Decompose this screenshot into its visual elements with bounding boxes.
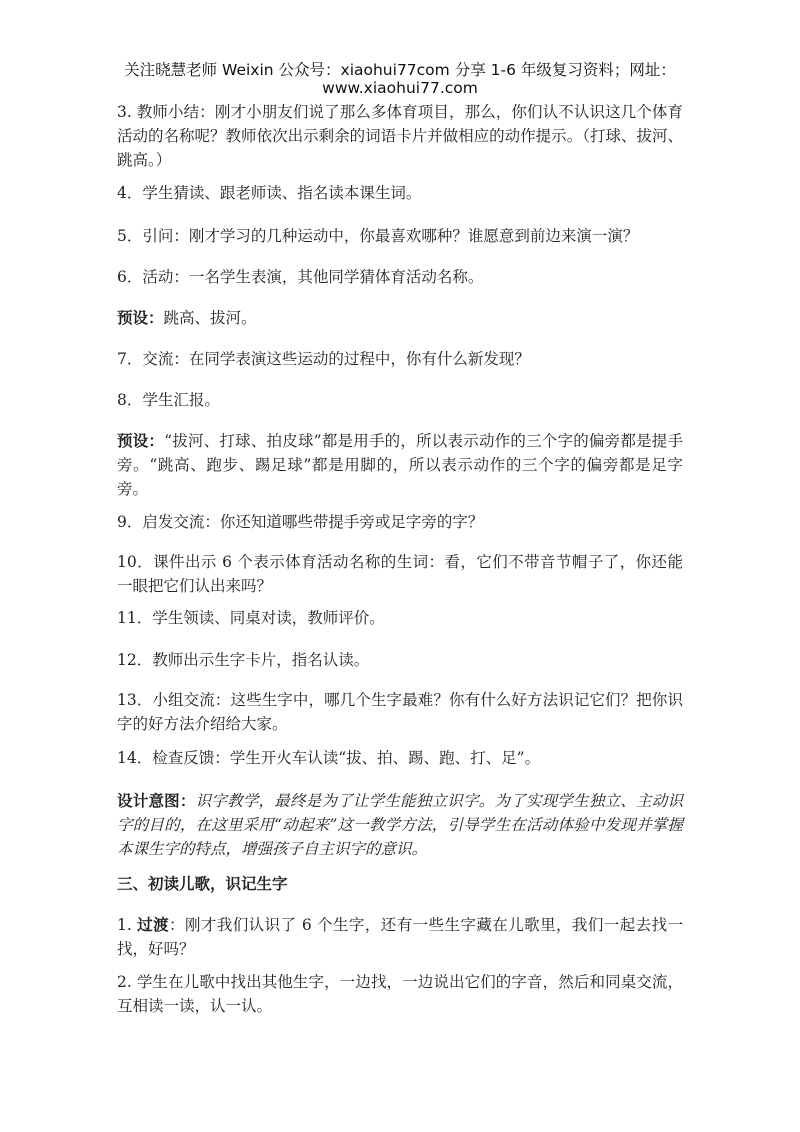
paragraph-10: 10．课件出示 6 个表示体育活动名称的生词：看，它们不带音节帽子了，你还能一眼把它们认出来吗？ [117,553,683,595]
preset-1-label: 预设： [117,309,164,327]
preset-1 [117,306,683,330]
step-1 [117,913,683,961]
paragraph-4: 4．学生猜读、跟老师读、指名读本课生词。 [117,184,422,202]
paragraph-13: 13．小组交流：这些生字中，哪几个生字最难？你有什么好方法识记它们？把你识字的好方法介绍给大家。 [117,691,683,733]
paragraph-11: 11．学生领读、同桌对读，教师评价。 [117,609,385,627]
design-intent-text: 识字教学，最终是为了让学生能独立识字。为了实现学生独立、主动识字的目的，在这里采用“动起来”这一教学方法，引导学生在活动体验中发现并掌握本课生字的特点，增强孩子自主识字的意识。 [117,792,683,858]
paragraph-5: 5．引问：刚才学习的几种运动中，你最喜欢哪种？谁愿意到前边来演一演？ [117,227,639,245]
step-2: 2. 学生在儿歌中找出其他生字，一边找，一边说出它们的字音，然后和同桌交流，互相读一读，认一认。 [117,973,683,1015]
preset-2-label: 预设： [117,432,165,450]
paragraph-6: 6．活动：一名学生表演，其他同学猜体育活动名称。 [117,268,484,286]
header-line-2: www.xiaohui77.com [322,79,478,97]
paragraph-9: 9．启发交流：你还知道哪些带提手旁或足字旁的字？ [117,513,484,531]
design-intent-label: 设计意图： [117,792,196,810]
preset-2-text: “拔河、打球、拍皮球”都是用手的，所以表示动作的三个字的偏旁都是提手旁。“跳高、跑步、踢足球”都是用脚的，所以表示动作的三个字的偏旁都是足字旁。 [117,432,683,498]
paragraph-14: 14．检查反馈：学生开火车认读“拔、拍、踢、跑、打、足”。 [117,749,541,767]
step-1-label: 过渡 [137,916,170,934]
paragraph-8: 8．学生汇报。 [117,391,220,409]
preset-2 [117,429,683,501]
paragraph-3: 3. 教师小结：刚才小朋友们说了那么多体育项目，那么，你们认不认识这几个体育活动的名称呢？教师依次出示剩余的词语卡片并做相应的动作提示。（打球、拔河、跳高。） [117,103,683,169]
preset-1-text: 跳高、拔河。 [163,309,257,327]
section-heading-3: 三、初读儿歌，识记生字 [117,875,288,893]
design-intent [117,789,683,861]
step-1-text: ：刚才我们认识了 6 个生字，还有一些生字藏在儿歌里，我们一起去找一找，好吗？ [117,916,684,958]
paragraph-12: 12．教师出示生字卡片，指名认读。 [117,651,370,669]
header-line-1: 关注晓慧老师 Weixin 公众号：xiaohui77com 分享 1-6 年级复习资料；网址： [124,61,676,79]
paragraph-7: 7．交流：在同学表演这些运动的过程中，你有什么新发现？ [117,350,530,368]
step-1-number: 1. [117,916,138,934]
